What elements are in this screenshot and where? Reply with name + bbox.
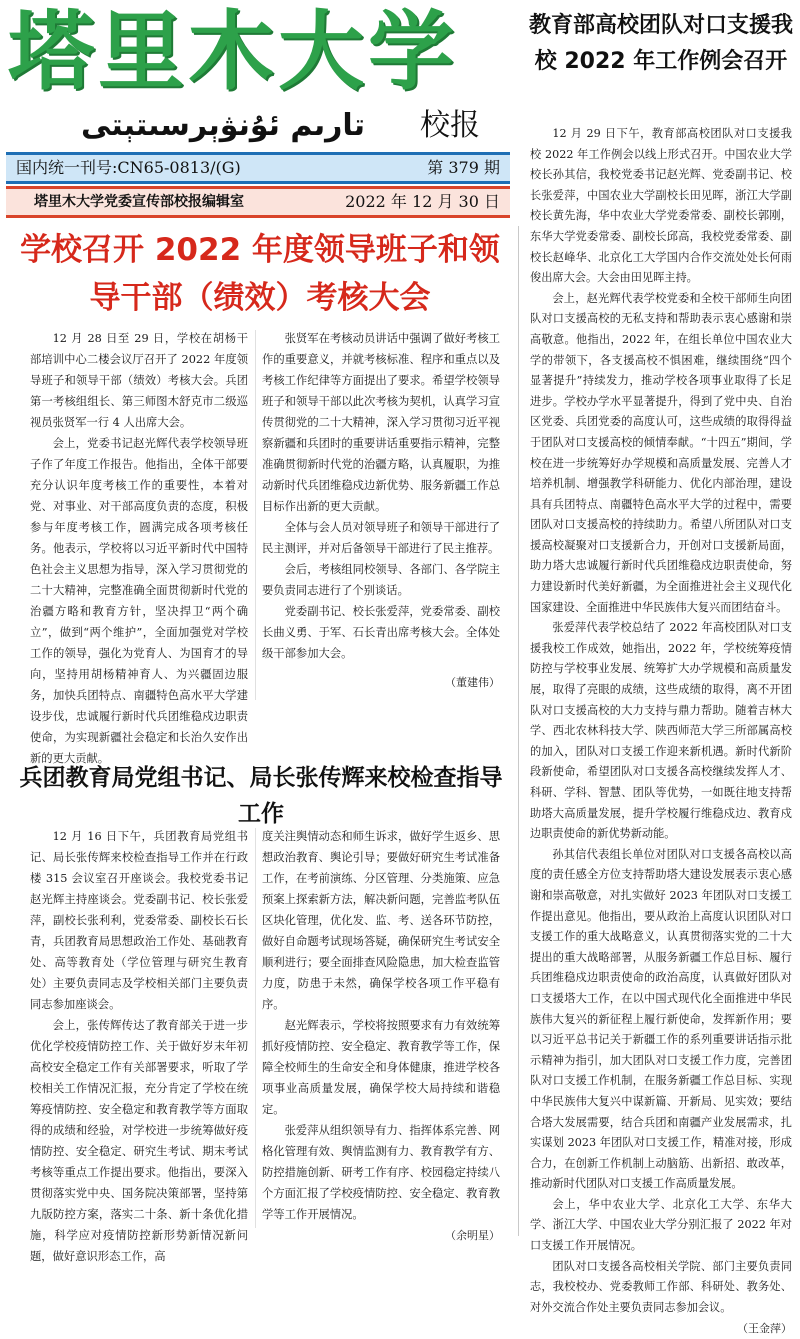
editor-office: 塔里木大学党委宣传部校报编辑室 bbox=[34, 194, 244, 210]
paragraph: 会上，赵光辉代表学校党委和全校干部师生向团队对口支援高校的无私支持和帮助表示衷心感谢和崇高敬意。他指出，2022 年，在组长单位中国农业大学的带领下，各支援高校不惧困难，继续围绕“四个显著提升”持续发力，推动学校各项事业取得了长足进步。学校办学水平显著提升，得到了党中央、自治区党委、兵团党委的高度认可，这些成绩的取得得益于团队对口支援高校的倾情奉献。“十四五”期间，学校在进一步统筹好办学规模和高质量发展、完善人才培养机制、增强教学科研能力、优化内部治理，建设具有兵团特点、南疆特色高水平大学的过程中，需要团队对口支援高校的持续助力。希望八所团队对口支援高校凝聚对口支援新合力，开创对口支援新局面，助力塔大忠诚履行新时代兵团维稳戍边职责使命，努力建设新时代美好新疆，为全面推进社会主义现代化国家建设、全面推进中华民族伟大复兴而团结奋斗。 bbox=[530, 291, 792, 614]
paragraph: 会上，华中农业大学、北京化工大学、东华大学、浙江大学、中国农业大学分别汇报了 2022 年对口支援工作开展情况。 bbox=[530, 1197, 792, 1253]
article1-headline: 学校召开 2022 年度领导班子和领导干部（绩效）考核大会 bbox=[20, 232, 500, 316]
paragraph: 12 月 29 日下午，教育部高校团队对口支援我校 2022 年工作例会以线上形式召开。中国农业大学校长孙其信，我校党委书记赵光辉、党委副书记、校长张爱萍，中国农业大学副校长田见晖，浙江大学副校长黄先海，华中农业大学党委常委、副校长郭刚，东华大学党委常委、副校长邱高，我校党委常委、副校长赵峰华、北京化工大学国内合作交流处处长何雨俊出席大会。大会由田见晖主持。 bbox=[530, 127, 792, 285]
article3-body bbox=[530, 124, 792, 1339]
column-divider bbox=[255, 828, 256, 1228]
paragraph: 会上，党委书记赵光辉代表学校领导班子作了年度工作报告。他指出，全体干部要充分认识年度考核工作的重要性，本着对党、对事业、对干部高度负责的态度，积极参与年度考核工作，圆满完成各项考核任务。他表示，学校将以习近平新时代中国特色社会主义思想为指导，深入学习贯彻党的二十大精神，完整准确全面贯彻新时代党的治疆方略和教育方针，坚决捍卫“两个确立”，做到“两个维护”，全面加强党对学校工作的领导，强化为党育人、为国育才的导向，坚持用胡杨精神育人、为兴疆固边服务，加快兵团特点、南疆特色高水平大学建设步伐，忠诚履行新时代兵团维稳戍边职责使命，为实现新疆社会稳定和长治久安作出新的更大贡献。 bbox=[30, 437, 248, 765]
article2-col1 bbox=[30, 826, 248, 1267]
paragraph: 12 月 28 日至 29 日，学校在胡杨干部培训中心二楼会议厅召开了 2022 年度领导班子和领导干部（绩效）考核大会。兵团第一考核组组长、第三师图木舒克市二级巡视员张贤军一行 4 人出席大会。 bbox=[30, 332, 248, 429]
article1-col1 bbox=[30, 328, 248, 769]
column-divider bbox=[255, 330, 256, 700]
column-divider bbox=[518, 226, 519, 1236]
article2-headline: 兵团教育局党组书记、局长张传辉来校检查指导工作 bbox=[19, 765, 503, 827]
article3-byline: （王金萍） bbox=[737, 1322, 792, 1336]
article3-headline: 教育部高校团队对口支援我校 2022 年工作例会召开 bbox=[528, 13, 793, 74]
paragraph: 会后，考核组同校领导、各部门、各学院主要负责同志进行了个别谈话。 bbox=[262, 563, 500, 597]
article2-col2 bbox=[262, 826, 500, 1246]
paragraph: 张爱萍代表学校总结了 2022 年高校团队对口支援我校工作成效，她指出，2022 年，学校统筹疫情防控与学校事业发展、统筹扩大办学规模和高质量发展，取得了亮眼的成绩，这些成绩的取得，离不开团队对口支援高校的大力支持与鼎力帮助。随着吉林大学、西北农林科技大学、陕西师范大学三所部属高校的加入，团队对口支援工作迎来新机遇。新时代新阶段新使命，希望团队对口支援各高校继续发挥人才、科研、学科、智慧、团队等优势，一如既往地支持帮助塔大高质量发展，提升学校履行维稳戍边、教育戍边职责使命的新优势新动能。 bbox=[530, 621, 792, 841]
paragraph: 会上，张传辉传达了教育部关于进一步优化学校疫情防控工作、关于做好岁末年初高校安全稳定工作有关部署要求，听取了学校相关工作情况汇报，充分肯定了学校在统筹疫情防控、安全稳定和教育教学等方面取得的成绩和经验，对学校进一步统筹做好疫情防控、安全稳定、研究生考试、期末考试考核等重点工作提出要求。他指出，要深入贯彻落实党中央、国务院决策部署，坚持第九版防控方案，落实二十条、新十条优化措施，科学应对疫情防控新形势新情况新问题，做好意识形态工作，高 bbox=[30, 1019, 248, 1263]
paragraph: 孙其信代表组长单位对团队对口支援各高校以高度的责任感全方位支持帮助塔大建设发展表示衷心感谢和崇高敬意，对扎实做好 2023 年团队对口支援工作提出意见。他指出，要从政治上高度认识团队对口支援工作的重大战略意义，认真贯彻落实党的二十大提出的重大战略部署，从服务新疆工作总目标、履行兵团维稳戍边职责使命的政治高度，认真做好团队对口支援塔大工作，在以中国式现代化全面推进中华民族伟大复兴的新征程上履行新使命，发挥新作用；要以习近平总书记关于新疆工作的系列重要讲话指示批示精神为指引，加大团队对口支援工作力度，完善团队对口支援工作机制，在服务新疆工作总目标、实现中华民族伟大复兴中谋新篇、开新局、见实效；要结合塔大发展需要，结合兵团和南疆产业发展需求，扎实谋划 2023 年团队对口支援工作，精准对接，形成合力，在创新工作机制上动脑筋、出新招、敢改革，推动新时代团队对口支援工作高质量发展。 bbox=[530, 847, 792, 1191]
paragraph: 张贤军在考核动员讲话中强调了做好考核工作的重要意义，并就考核标准、程序和重点以及考核工作纪律等方面提出了要求。希望学校领导班子和领导干部以此次考核为契机，认真学习宣传贯彻党的二十大精神，深入学习贯彻习近平视察新疆和兵团时的重要讲话重要指示精神，完整准确贯彻新时代党的治疆方略，认真履职，为推动新时代兵团维稳戍边新优势、服务新疆工作总目标作出新的更大贡献。 bbox=[262, 332, 500, 513]
paragraph: 张爱萍从组织领导有力、指挥体系完善、网格化管理有效、舆情监测有力、教育教学有方、防控措施创新、研考工作有序、校园稳定持续八个方面汇报了学校疫情防控、安全稳定、教育教学等工作开展情况。 bbox=[262, 1124, 500, 1221]
paragraph: 12 月 16 日下午，兵团教育局党组书记、局长张传辉来校检查指导工作并在行政楼 315 会议室召开座谈会。我校党委书记赵光辉主持座谈会。党委副书记、校长张爱萍，副校长张利利，党委常委、副校长石长青，兵团教育局思想政治工作处、基础教育处、高等教育处（学位管理与研究生教育处）主要负责同志及学校相关部门主要负责同志参加座谈会。 bbox=[30, 830, 248, 1011]
article2-byline: （余明星） bbox=[445, 1229, 500, 1242]
paragraph: 赵光辉表示，学校将按照要求有力有效统筹抓好疫情防控、安全稳定、教育教学等工作，保障全校师生的生命安全和身体健康，推进学校各项事业高质量发展，确保学校大局持续和谐稳定。 bbox=[262, 1019, 500, 1116]
paragraph: 度关注舆情动态和师生诉求，做好学生返乡、思想政治教育、舆论引导；要做好研究生考试准备工作，在考前演练、分区管理、分类施策、应急预案上探索新方法，解决新问题，完善监考队伍区块化管理，优化发、监、考、送各环节防控，做好自命题考试现场答疑，确保研究生考试安全顺利进行；要全面排查风险隐患，加大检查监管力度，防患于未然，确保学校各项工作平稳有序。 bbox=[262, 830, 500, 1011]
masthead bbox=[0, 0, 512, 218]
article1-col2 bbox=[262, 328, 500, 693]
issn-number: 国内统一刊号:CN65-0813/(G) bbox=[16, 158, 241, 177]
newspaper-subtitle: 校报 bbox=[420, 108, 480, 143]
newspaper-title: 塔里木大学 bbox=[8, 2, 458, 102]
issue-info-band bbox=[6, 152, 510, 184]
editor-date-band bbox=[6, 186, 510, 218]
issue-number: 第 379 期 bbox=[427, 158, 500, 177]
paragraph: 党委副书记、校长张爱萍，党委常委、副校长曲义勇、于军、石长青出席考核大会。全体处级干部参加大会。 bbox=[262, 605, 500, 660]
article1-byline: （董建伟） bbox=[445, 676, 500, 689]
newspaper-title-uyghur: تارىم ئۇنۋېرسىتېتى bbox=[81, 108, 365, 143]
paragraph: 全体与会人员对领导班子和领导干部进行了民主测评，并对后备领导干部进行了民主推荐。 bbox=[262, 521, 500, 555]
paragraph: 团队对口支援各高校相关学院、部门主要负责同志，我校校办、党委教师工作部、科研处、教务处、对外交流合作处主要负责同志参加会议。 bbox=[530, 1259, 792, 1314]
publish-date: 2022 年 12 月 30 日 bbox=[345, 192, 500, 211]
